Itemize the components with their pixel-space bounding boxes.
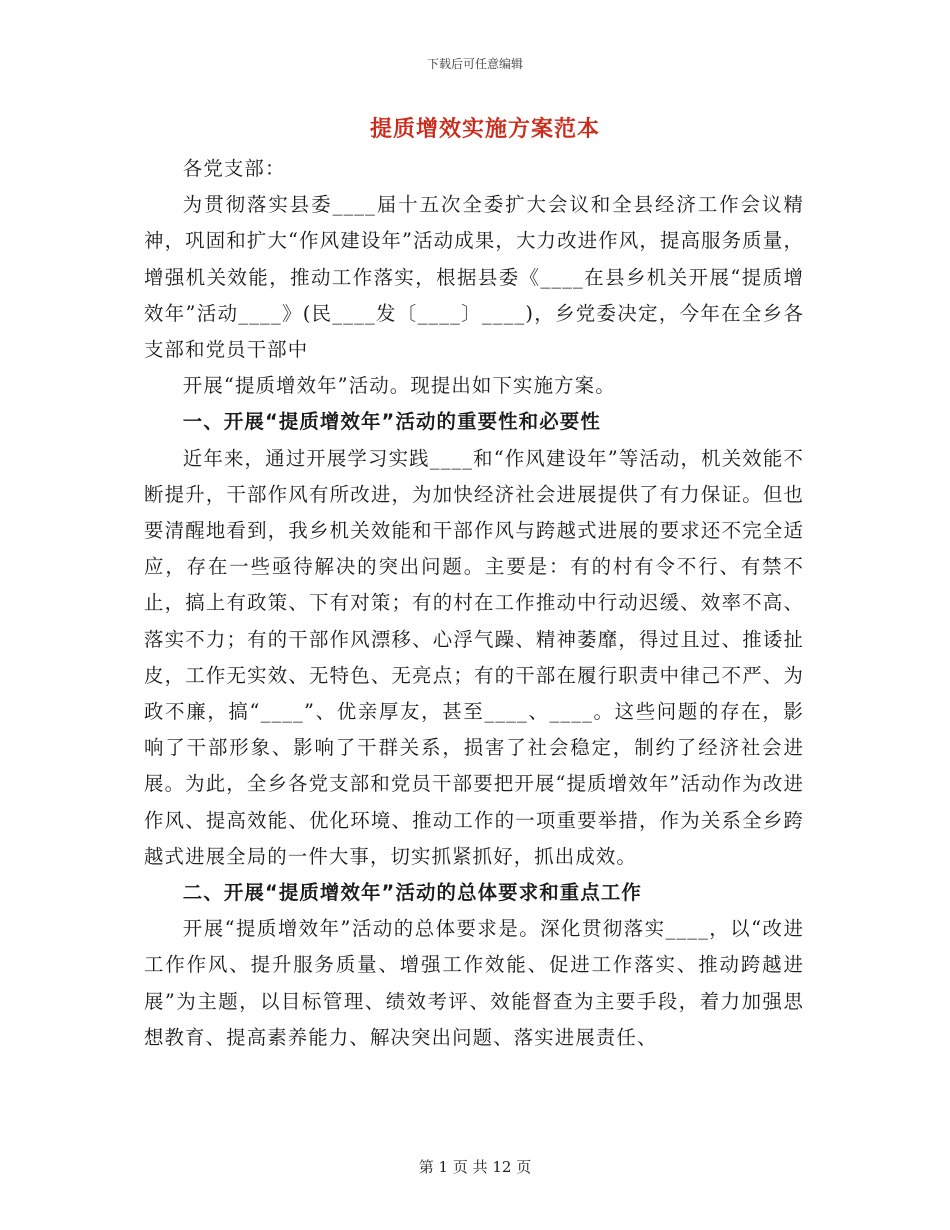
paragraph: 开展“提质增效年”活动的总体要求是。深化贯彻落实____，以“改进工作作风、提升服务质量、增强工作效能、促进工作落实、推动跨越进展”为主题，以目标管理、绩效考评、效能督查为主要手段，着力加强思想教育、提高素养能力、解决突出问题、落实进展责任、 — [144, 917, 804, 1049]
paragraph: 开展“提质增效年”活动。现提出如下实施方案。 — [182, 374, 616, 398]
section-heading: 二、开展“提质增效年”活动的总体要求和重点工作 — [182, 881, 642, 905]
paragraph: 为贯彻落实县委____届十五次全委扩大会议和全县经济工作会议精神，巩固和扩大“作风建设年”活动成果，大力改进作风，提高服务质量，增强机关效能，推动工作落实，根据县委《____在县乡机关开展“提质增效年”活动____》(民____发〔____〕____)，乡党委决定，今年在全乡各支部和党员干部中 — [144, 193, 804, 362]
salutation: 各党支部： — [182, 157, 286, 180]
document-body — [144, 151, 804, 1056]
paragraph: 近年来，通过开展学习实践____和“作风建设年”等活动，机关效能不断提升，干部作风有所改进，为加快经济社会进展提供了有力保证。但也要清醒地看到，我乡机关效能和干部作风与跨越式进展的要求还不完全适应，存在一些亟待解决的突出问题。主要是：有的村有令不行、有禁不止，搞上有政策、下有对策；有的村在工作推动中行动迟缓、效率不高、落实不力；有的干部作风漂移、心浮气躁、精神萎靡，得过且过、推诿扯皮，工作无实效、无特色、无亮点；有的干部在履行职责中律己不严、为政不廉，搞“____”、优亲厚友，甚至____、____。这些问题的存在，影响了干部形象、影响了干群关系，损害了社会稳定，制约了经济社会进展。为此，全乡各党支部和党员干部要把开展“提质增效年”活动作为改进作风、提高效能、优化环境、推动工作的一项重要举措，作为关系全乡跨越式进展全局的一件大事，切实抓紧抓好，抓出成效。 — [144, 446, 804, 868]
section-heading: 一、开展“提质增效年”活动的重要性和必要性 — [182, 410, 601, 434]
document-title: 提质增效实施方案范本 — [369, 117, 600, 142]
header-note: 下载后可任意编辑 — [426, 57, 523, 71]
page-footer: 第 1 页 共 12 页 — [418, 1158, 532, 1176]
